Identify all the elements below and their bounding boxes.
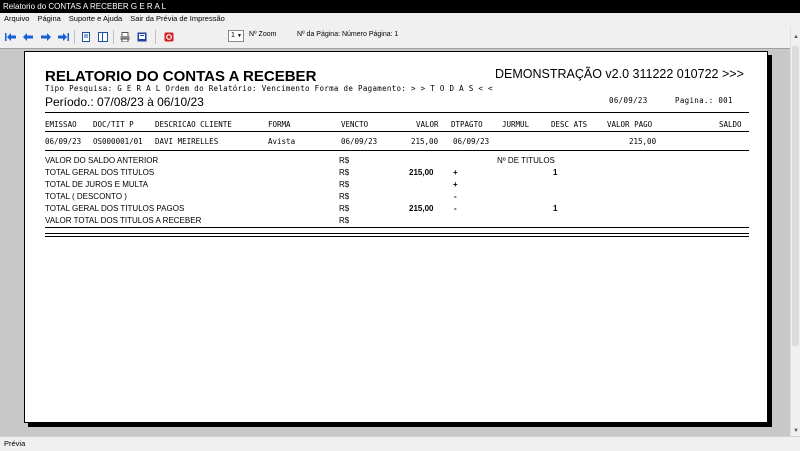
totals-currency: R$ <box>339 156 350 165</box>
col-valor-pago: VALOR PAGO <box>607 120 653 129</box>
col-forma: FORMA <box>268 120 291 129</box>
vertical-scrollbar[interactable] <box>790 26 800 436</box>
col-valor: VALOR <box>416 120 439 129</box>
cell-emissao: 06/09/23 <box>45 137 82 146</box>
window-title: Relatorio do CONTAS A RECEBER G E R A L <box>0 0 800 13</box>
report-page-label: Pagina.: 001 <box>675 96 733 105</box>
pdf-icon[interactable] <box>163 31 175 43</box>
printer-setup-icon[interactable] <box>136 31 148 43</box>
col-doc: DOC/TIT P <box>93 120 134 129</box>
totals-label: TOTAL GERAL DOS TITULOS <box>45 168 155 177</box>
totals-count: 1 <box>553 204 558 213</box>
col-saldo: SALDO <box>719 120 742 129</box>
scroll-up-icon[interactable]: ▲ <box>793 34 799 40</box>
cell-valor-pago: 215,00 <box>629 137 657 146</box>
totals-currency: R$ <box>339 192 350 201</box>
totals-label: TOTAL ( DESCONTO ) <box>45 192 127 201</box>
zoom-label: Nº Zoom <box>249 31 277 38</box>
totals-currency: R$ <box>339 180 350 189</box>
divider <box>45 236 749 237</box>
menu-suporte[interactable]: Suporte e Ajuda <box>68 14 123 23</box>
report-title: RELATORIO DO CONTAS A RECEBER <box>45 68 317 85</box>
scroll-down-icon[interactable]: ▼ <box>793 428 799 434</box>
col-dtpagto: DTPAGTO <box>451 120 483 129</box>
totals-currency: R$ <box>339 204 350 213</box>
single-page-icon[interactable] <box>80 31 92 43</box>
cell-doc: OS000001/01 <box>93 137 143 146</box>
report-date: 06/09/23 <box>609 96 648 105</box>
zoom-select[interactable] <box>228 30 244 42</box>
menu-arquivo[interactable]: Arquivo <box>4 14 30 23</box>
status-bar: Prévia <box>0 436 800 450</box>
cell-descricao: DAVI MEIRELLES <box>155 137 219 146</box>
toolbar-separator <box>113 30 114 44</box>
divider <box>45 233 749 234</box>
divider <box>45 112 749 113</box>
col-vencto: VENCTO <box>341 120 369 129</box>
count-header: Nº DE TITULOS <box>497 156 555 165</box>
col-descricao: DESCRICAO CLIENTE <box>155 120 232 129</box>
zoom-value: 1 <box>231 32 235 39</box>
print-icon[interactable] <box>119 31 131 43</box>
report-filters: Tipo Pesquisa: G E R A L Ordem do Relatório: Vencimento Forma de Pagamento: > > T O D A S < < <box>45 84 493 93</box>
cell-valor: 215,00 <box>411 137 439 146</box>
col-desc-ats: DESC ATS <box>551 120 588 129</box>
cell-forma: Avista <box>268 137 296 146</box>
cell-dtpagto: 06/09/23 <box>453 137 490 146</box>
divider <box>45 150 749 151</box>
previous-page-icon[interactable] <box>22 31 34 43</box>
cell-vencto: 06/09/23 <box>341 137 378 146</box>
first-page-icon[interactable] <box>4 31 16 43</box>
totals-count: 1 <box>553 168 558 177</box>
totals-currency: R$ <box>339 168 350 177</box>
col-jurmul: JURMUL <box>502 120 530 129</box>
page-number-label: Nº da Página: Número Página: 1 <box>297 31 399 38</box>
next-page-icon[interactable] <box>40 31 52 43</box>
menu-sair-previa[interactable]: Sair da Prévia de Impressão <box>130 14 225 23</box>
divider <box>45 227 749 228</box>
scrollbar-thumb[interactable] <box>792 46 799 346</box>
two-pages-icon[interactable] <box>97 31 109 43</box>
toolbar-separator <box>74 30 75 44</box>
toolbar <box>0 26 800 48</box>
report-period: Período.: 07/08/23 à 06/10/23 <box>45 95 204 109</box>
toolbar-separator <box>155 30 156 44</box>
chevron-down-icon: ▼ <box>237 33 242 39</box>
menu-bar <box>0 13 800 25</box>
totals-sign: + <box>453 168 458 177</box>
totals-label: TOTAL DE JUROS E MULTA <box>45 180 149 189</box>
totals-sign: + <box>453 180 458 189</box>
divider <box>45 131 749 132</box>
totals-sign: - <box>454 192 457 201</box>
totals-value: 215,00 <box>409 168 434 177</box>
report-page <box>24 51 768 423</box>
totals-label: TOTAL GERAL DOS TITULOS PAGOS <box>45 204 185 213</box>
report-version: DEMONSTRAÇÃO v2.0 311222 010722 >>> <box>495 67 744 81</box>
totals-label: VALOR TOTAL DOS TITULOS A RECEBER <box>45 216 202 225</box>
last-page-icon[interactable] <box>57 31 69 43</box>
totals-sign: - <box>454 204 457 213</box>
menu-pagina[interactable]: Página <box>37 14 61 23</box>
totals-currency: R$ <box>339 216 350 225</box>
col-emissao: EMISSAO <box>45 120 77 129</box>
totals-label: VALOR DO SALDO ANTERIOR <box>45 156 159 165</box>
totals-value: 215,00 <box>409 204 434 213</box>
